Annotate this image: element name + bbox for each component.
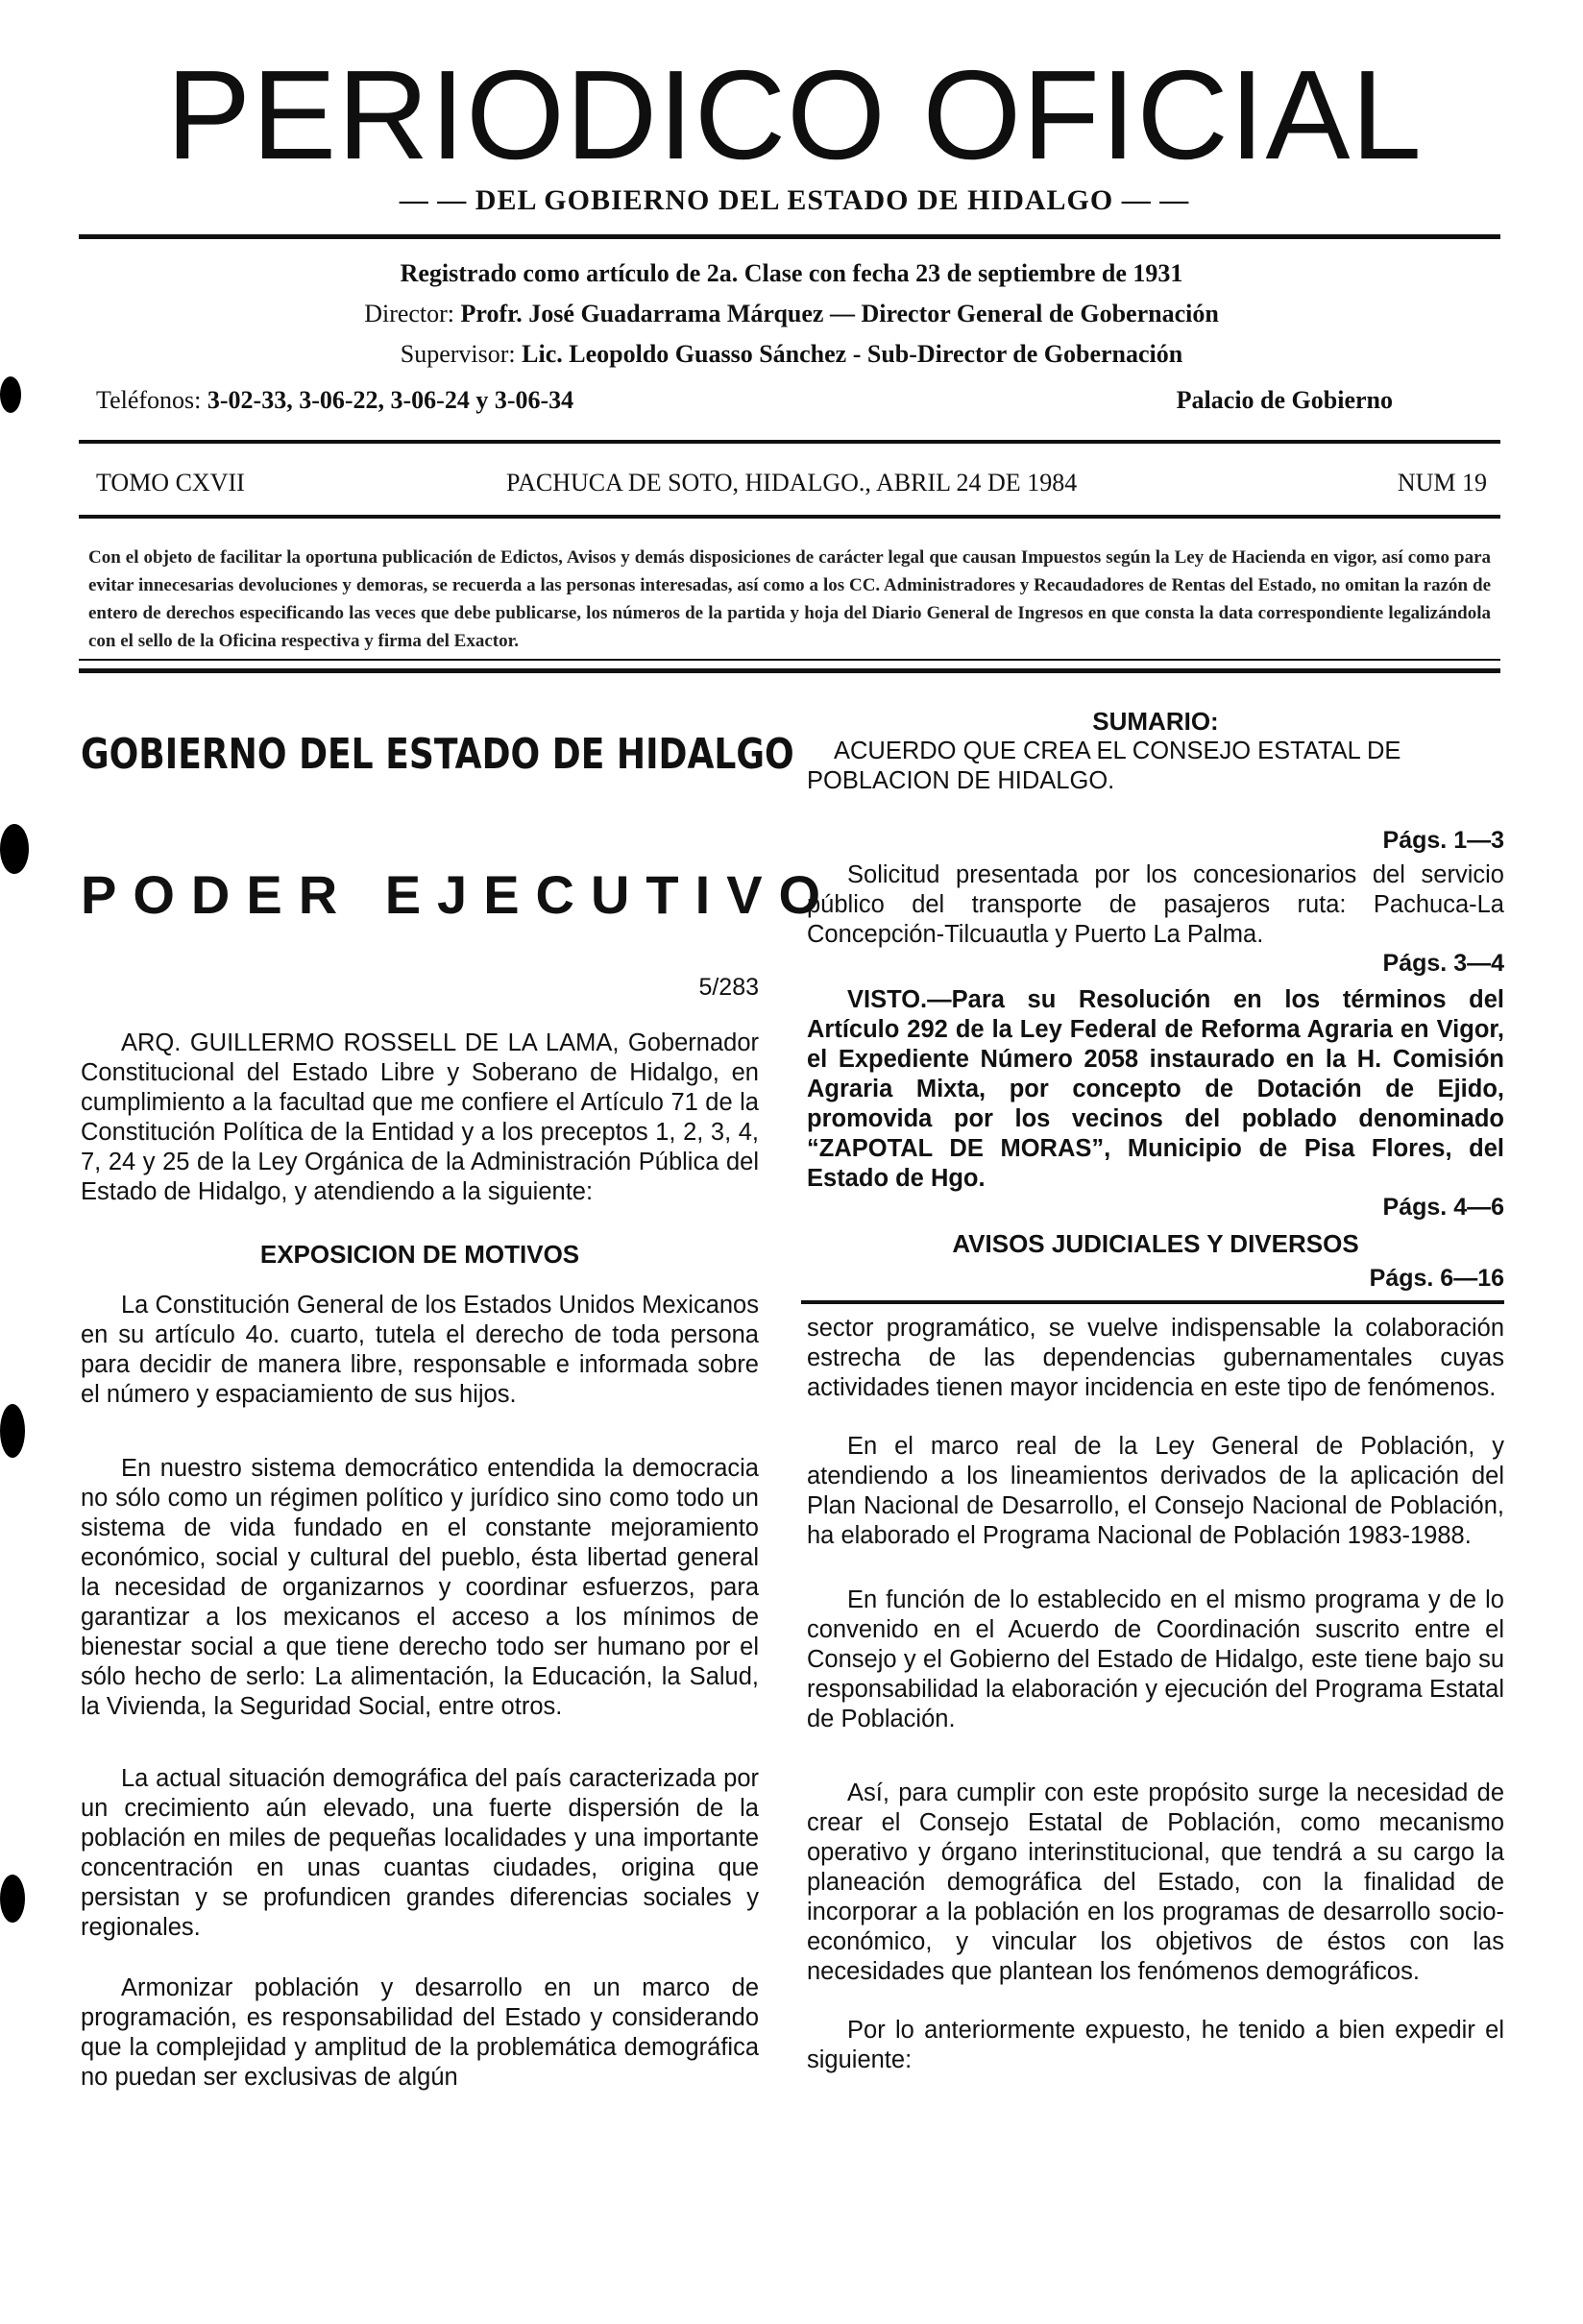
phones-line: Teléfonos: 3-02-33, 3-06-22, 3-06-24 y 3-06-34 (96, 386, 574, 414)
governor-intro: ARQ. GUILLERMO ROSSELL DE LA LAMA, Gobernador Constitucional del Estado Libre y Soberano de Hidalgo, en cumplimiento a la facultad que me confiere el Artículo 71 de la Constitución Política de la Entidad y a los preceptos 1, 2, 3, 4, 7, 24 y 25 de la Ley Orgánica de la Administración Pública del Estado de Hidalgo, y atendiendo a la siguiente: (81, 1029, 759, 1205)
issue-rule-top (79, 440, 1500, 444)
punch-hole-decoration (0, 1875, 25, 1923)
sumario-pages: Págs. 4—6 (1382, 1194, 1504, 1221)
issue-date: PACHUCA DE SOTO, HIDALGO., ABRIL 24 DE 1984 (506, 469, 1078, 496)
tomo-label: TOMO CXVII (96, 469, 245, 496)
notice-rule-thin (79, 659, 1500, 661)
notice-rule-thick (79, 668, 1500, 673)
issue-number: NUM 19 (1397, 469, 1487, 496)
issue-rule-bottom (79, 515, 1500, 519)
sumario-title: SUMARIO: (1092, 707, 1219, 736)
director-line: Director: Profr. José Guadarrama Márquez — Director General de Gobernación (364, 300, 1219, 327)
masthead-subtitle: — — DEL GOBIERNO DEL ESTADO DE HIDALGO — — (399, 184, 1190, 216)
motivos-paragraph: Armonizar población y desarrollo en un marco de programación, es responsabilidad del Estado y considerando que la complejidad y amplitud de la problemática demográfica no puedan ser exclusivas de algún (81, 1974, 759, 2091)
supervisor-line: Supervisor: Lic. Leopoldo Guasso Sánchez - Sub-Director de Gobernación (400, 340, 1183, 368)
body-paragraph: En el marco real de la Ley General de Población, y atendiendo a los lineamientos derivados de la aplicación del Plan Nacional de Desarrollo, el Consejo Nacional de Población, ha elaborado el Programa Nacional de Población 1983-1988. (807, 1433, 1504, 1549)
sumario-item: ACUERDO QUE CREA EL CONSEJO ESTATAL DE POBLACION DE HIDALGO. (807, 738, 1401, 794)
sumario-pages: Págs. 6—16 (1369, 1265, 1504, 1292)
registration-line: Registrado como artículo de 2a. Clase con fecha 23 de septiembre de 1931 (400, 259, 1183, 287)
sumario-rule (801, 1300, 1504, 1304)
right-column (807, 701, 1504, 2075)
sumario-pages: Págs. 3—4 (1382, 950, 1504, 977)
body-paragraph: sector programático, se vuelve indispensable la colaboración estrecha de las dependencias gubernamentales cuyas actividades tienen mayor incidencia en este tipo de fenómenos. (807, 1315, 1504, 1401)
sumario-pages: Págs. 1—3 (1382, 827, 1504, 854)
publication-notice: Con el objeto de facilitar la oportuna publicación de Edictos, Avisos y demás disposiciones de carácter legal que causan Impuestos según la Ley de Hacienda en vigor, así como para evitar innecesarias devoluciones y demoras, se recuerda a las personas interesadas, así como a los CC. Administradores y Recaudadores de Rentas del Estado, no omitan la razón de entero de derechos especificando las veces que debe publicarse, los números de la partida y hoja del Diario General de Ingresos en que consta la data correspondiente legalizándola con el sello de la Oficina respectiva y firma del Exactor. (88, 547, 1491, 651)
body-paragraph: Por lo anteriormente expuesto, he tenido a bien expedir el siguiente: (807, 2017, 1504, 2073)
government-heading: GOBIERNO DEL ESTADO DE HIDALGO (81, 730, 794, 779)
punch-hole-decoration (0, 824, 29, 874)
sumario-item: VISTO.—Para su Resolución en los términos del Artículo 292 de la Ley Federal de Reforma Agraria en Vigor, el Expediente Número 2058 instaurado en la H. Comisión Agraria Mixta, por concepto de Dotación de Ejido, promovida por los vecinos del poblado denominado “ZAPOTAL DE MORAS”, Municipio de Pisa Flores, del Estado de Hgo. (807, 986, 1504, 1192)
body-paragraph: En función de lo establecido en el mismo programa y de lo convenido en el Acuerdo de Coordinación suscrito entre el Consejo y el Gobierno del Estado de Hidalgo, este tiene bajo su responsabilidad la elaboración y ejecución del Programa Estatal de Población. (807, 1586, 1504, 1732)
header-rule (79, 234, 1500, 239)
decree-number: 5/283 (698, 974, 759, 1001)
poder-ejecutivo-heading: PODER EJECUTIVO (81, 864, 838, 925)
left-column (81, 701, 838, 2093)
sumario-item: AVISOS JUDICIALES Y DIVERSOS (952, 1229, 1359, 1258)
motivos-paragraph: La actual situación demográfica del país caracterizada por un crecimiento aún elevado, una fuerte dispersión de la población en miles de pequeñas localidades y una importante concentración en unas cuantas ciudades, origina que persistan y se profundicen grandes diferencias sociales y regionales. (81, 1765, 759, 1941)
punch-hole-decoration (0, 1404, 25, 1458)
masthead-title: PERIODICO OFICIAL (166, 44, 1423, 185)
palacio-label: Palacio de Gobierno (1176, 386, 1393, 414)
sumario-item: Solicitud presentada por los concesionarios del servicio público del transporte de pasajeros ruta: Pachuca-La Concepción-Tilcuautla y Puerto La Palma. (807, 861, 1504, 948)
punch-hole-decoration (0, 376, 21, 413)
body-paragraph: Así, para cumplir con este propósito surge la necesidad de crear el Consejo Estatal de Población, como mecanismo operativo y órgano interinstitucional, que tendrá a su cargo la planeación demográfica del Estado, con la finalidad de incorporar a la población en los programas de desarrollo socio-económico, y vincular los objetivos de éstos con las necesidades que plantean los fenómenos demográficos. (807, 1779, 1504, 1985)
motivos-paragraph: La Constitución General de los Estados Unidos Mexicanos en su artículo 4o. cuarto, tutela el derecho de toda persona para decidir de manera libre, responsable e informada sobre el número y espaciamiento de sus hijos. (81, 1292, 759, 1408)
motivos-paragraph: En nuestro sistema democrático entendida la democracia no sólo como un régimen político y jurídico sino como todo un sistema de vida fundado en el constante mejoramiento económico, social y cultural del pueblo, ésta libertad general la necesidad de organizarnos y coordinar esfuerzos, para garantizar a los mexicanos el acceso a los mínimos de bienestar social a que tiene derecho todo ser humano por el sólo hecho de serlo: La alimentación, la Educación, la Salud, la Vivienda, la Seguridad Social, entre otros. (81, 1455, 759, 1720)
motivos-heading: EXPOSICION DE MOTIVOS (259, 1240, 580, 1269)
